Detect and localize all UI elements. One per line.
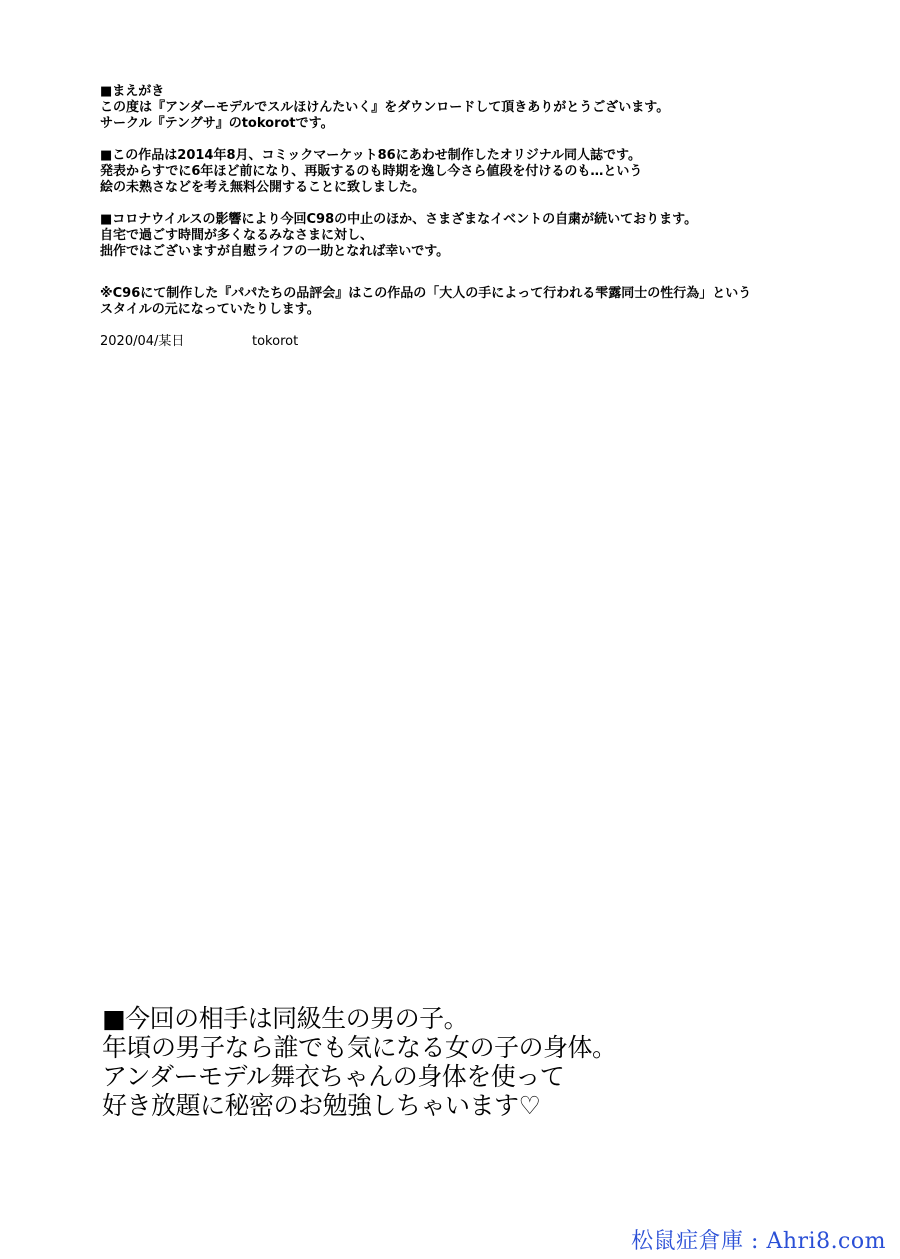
blurb-line: 好き放題に秘密のお勉強しちゃいます♡ — [102, 1091, 541, 1120]
blurb-line: アンダーモデル舞衣ちゃんの身体を使って — [102, 1062, 565, 1091]
text-line: ■この作品は2014年8月、コミックマーケット86にあわせ制作したオリジナル同人誌です。 — [100, 148, 642, 163]
text-line: 拙作ではございますが自慰ライフの一助となれば幸いです。 — [100, 244, 450, 259]
afterword-note — [100, 286, 860, 318]
text-line: ※C96にて制作した『パパたちの品評会』はこの作品の「大人の手によって行われる雫露同士の性行為」という — [100, 286, 752, 301]
signature-date: 2020/04/某日 — [100, 334, 185, 349]
text-line: 自宅で過ごす時間が多くなるみなさまに対し、 — [100, 228, 374, 243]
watermark: 松鼠症倉庫 : Ahri8.com — [631, 1229, 886, 1254]
text-line: 絵の未熟さなどを考え無料公開することに致しました。 — [100, 180, 426, 195]
blurb-line: ■今回の相手は同級生の男の子。 — [102, 1004, 469, 1033]
afterword-section-corona — [100, 212, 860, 260]
blurb-text — [102, 1004, 802, 1120]
text-line: ■コロナウイルスの影響により今回C98の中止のほか、さまざまなイベントの自粛が続いております。 — [100, 212, 698, 227]
text-line: この度は『アンダーモデルでスルほけんたいく』をダウンロードして頂きありがとうございます。 — [100, 100, 670, 115]
signature-author: tokorot — [252, 334, 299, 349]
afterword-section-intro — [100, 84, 860, 132]
afterword-section-about — [100, 148, 860, 196]
blurb-line: 年頃の男子なら誰でも気になる女の子の身体。 — [102, 1033, 617, 1062]
text-line: 発表からすでに6年ほど前になり、再販するのも時期を逸し今さら値段を付けるのも…という — [100, 164, 643, 179]
signature — [100, 334, 860, 350]
text-line: サークル『テングサ』のtokorotです。 — [100, 116, 334, 131]
text-line: スタイルの元になっていたりします。 — [100, 302, 320, 317]
afterword-text — [100, 84, 860, 350]
section-heading: ■まえがき — [100, 84, 165, 99]
